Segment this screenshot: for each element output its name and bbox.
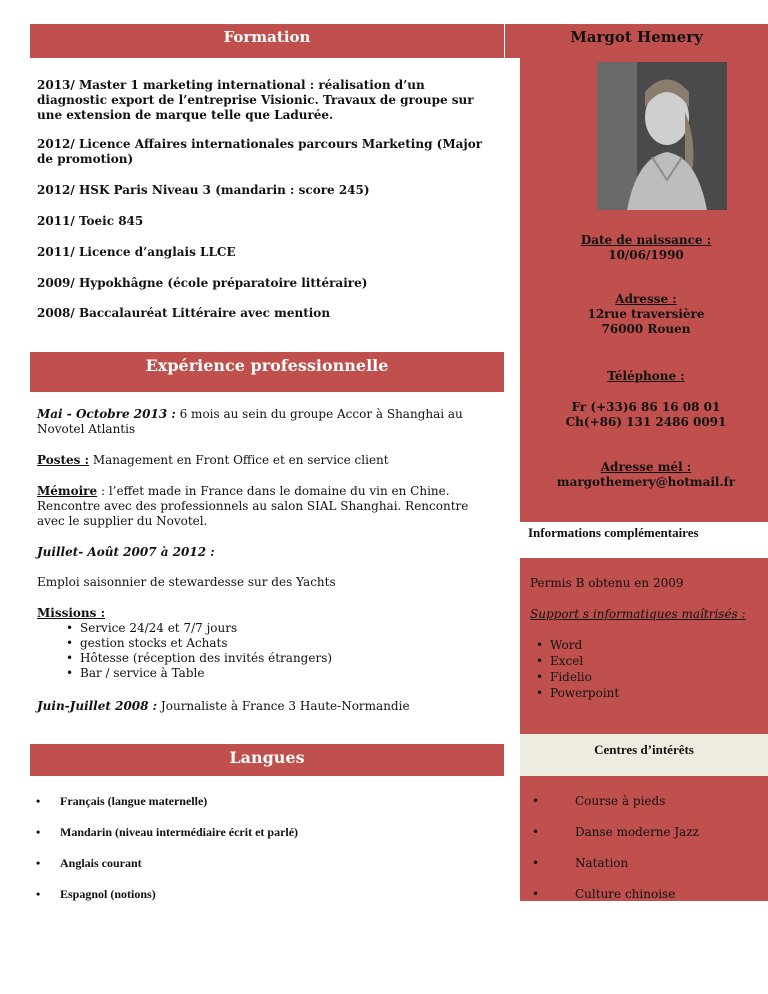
- formation-title: Formation: [223, 28, 311, 46]
- phone-fr: Fr (+33)6 86 16 08 01: [571, 400, 721, 414]
- list-item: • Word: [530, 637, 619, 653]
- formation-item: 2012/ Licence Affaires internationales parcours Marketing (Major de promotion): [37, 137, 483, 166]
- missions-list: [60, 621, 490, 681]
- email-value[interactable]: margothemery@hotmail.fr: [556, 475, 736, 489]
- interests-box: [520, 734, 768, 776]
- job-entry: [37, 407, 497, 437]
- job-period: Juillet- Août 2007 à 2012 :: [37, 545, 215, 559]
- postes-text: Management en Front Office et en service client: [89, 453, 389, 467]
- memoire-entry: [37, 484, 497, 529]
- experience-header: [30, 352, 504, 392]
- birth-label: Date de naissance :: [580, 233, 712, 247]
- job-period: Juin-Juillet 2008 :: [37, 699, 158, 713]
- address-label: Adresse :: [615, 292, 677, 306]
- phone-label: Téléphone :: [607, 369, 685, 383]
- interest-item: • Course à pieds: [575, 794, 665, 808]
- formation-item: 2012/ HSK Paris Niveau 3 (mandarin : score 245): [37, 183, 370, 197]
- supports-label: Support s informatiques maîtrisés :: [530, 607, 746, 621]
- list-item: • gestion stocks et Achats: [60, 636, 490, 651]
- info-title: Informations complémentaires: [528, 525, 699, 540]
- supports-list: [530, 637, 619, 701]
- formation-item: 2008/ Baccalauréat Littéraire avec mention: [37, 306, 331, 320]
- formation-item: 2011/ Licence d’anglais LLCE: [37, 245, 236, 259]
- address-line: 12rue traversière: [587, 307, 705, 321]
- language-item: • Espagnol (notions): [60, 887, 156, 902]
- address-line: 76000 Rouen: [601, 322, 691, 336]
- list-item: • Bar / service à Table: [60, 666, 490, 681]
- formation-item: 2011/ Toeic 845: [37, 214, 144, 228]
- birth-value: 10/06/1990: [608, 248, 684, 262]
- langues-header: [30, 744, 504, 776]
- job-description: 6 mois au sein du groupe Accor à Shanghai au Novotel Atlantis: [37, 407, 463, 436]
- langues-title: Langues: [229, 748, 305, 767]
- interest-item: • Natation: [575, 856, 628, 870]
- email-label: Adresse mél :: [600, 460, 692, 474]
- language-item: • Anglais courant: [60, 856, 142, 871]
- missions-label: Missions :: [37, 606, 106, 620]
- list-item: • Powerpoint: [530, 685, 619, 701]
- name-header: [505, 24, 768, 58]
- formation-item: 2009/ Hypokhâgne (école préparatoire littéraire): [37, 276, 368, 290]
- postes-label: Postes :: [37, 453, 90, 467]
- job-description: Journaliste à France 3 Haute-Normandie: [157, 699, 410, 713]
- language-item: • Mandarin (niveau intermédiaire écrit et parlé): [60, 825, 298, 840]
- interest-item: • Culture chinoise: [575, 887, 675, 901]
- list-item: • Fidelio: [530, 669, 619, 685]
- interest-item: • Danse moderne Jazz: [575, 825, 699, 839]
- language-item: • Français (langue maternelle): [60, 794, 207, 809]
- job-entry: [37, 699, 497, 714]
- interests-title: Centres d’intérêts: [594, 742, 694, 757]
- list-item: • Service 24/24 et 7/7 jours: [60, 621, 490, 636]
- experience-title: Expérience professionnelle: [145, 356, 389, 375]
- list-item: • Excel: [530, 653, 619, 669]
- memoire-label: Mémoire: [37, 484, 98, 498]
- list-item: • Hôtesse (réception des invités étrangers): [60, 651, 490, 666]
- candidate-name: Margot Hemery: [570, 28, 703, 46]
- formation-header: [30, 24, 504, 58]
- profile-photo: [597, 62, 727, 210]
- permis-text: Permis B obtenu en 2009: [530, 576, 684, 590]
- phone-ch: Ch(+86) 131 2486 0091: [565, 415, 727, 429]
- job-period: Mai - Octobre 2013 :: [37, 407, 176, 421]
- memoire-text: : l’effet made in France dans le domaine du vin en Chine. Rencontre avec des professionnels au salon SIAL Shanghai. Rencontre avec le supplier du Novotel.: [37, 484, 469, 528]
- info-complementaires-box: [520, 522, 768, 558]
- formation-item: 2013/ Master 1 marketing international : réalisation d’un diagnostic export de l’entreprise Visionic. Travaux de groupe sur une extension de marque telle que Ladurée.: [37, 78, 474, 122]
- postes-entry: [37, 453, 497, 468]
- job-description: Emploi saisonnier de stewardesse sur des Yachts: [37, 575, 336, 589]
